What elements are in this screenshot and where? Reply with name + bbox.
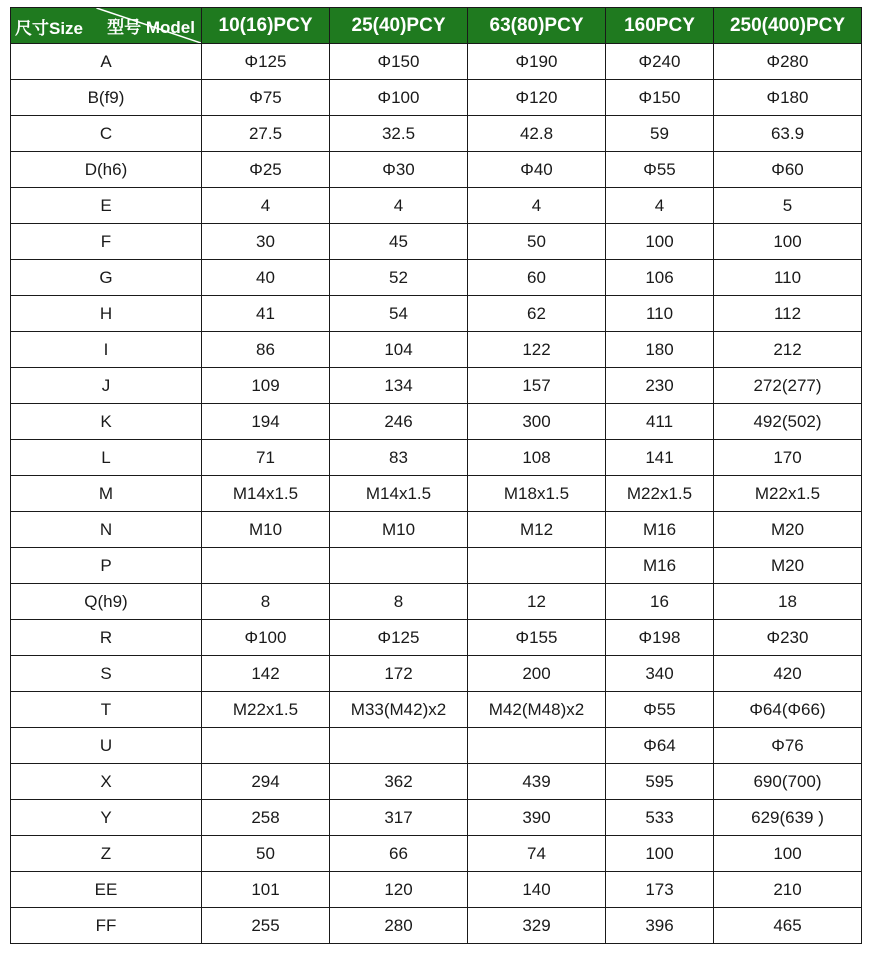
value-cell: M18x1.5 — [468, 476, 606, 512]
size-label-cell: Z — [11, 836, 202, 872]
size-label-cell: L — [11, 440, 202, 476]
value-cell: 340 — [606, 656, 714, 692]
size-label-cell: H — [11, 296, 202, 332]
corner-header-cell — [11, 8, 202, 44]
value-cell: M20 — [714, 512, 862, 548]
value-cell: 329 — [468, 908, 606, 944]
value-cell: 4 — [202, 188, 330, 224]
value-cell: 280 — [330, 908, 468, 944]
size-label-cell: Q(h9) — [11, 584, 202, 620]
table-row — [11, 296, 862, 332]
value-cell: 142 — [202, 656, 330, 692]
value-cell: 194 — [202, 404, 330, 440]
value-cell: 5 — [714, 188, 862, 224]
value-cell: M10 — [330, 512, 468, 548]
value-cell: 140 — [468, 872, 606, 908]
value-cell: Φ180 — [714, 80, 862, 116]
value-cell: 390 — [468, 800, 606, 836]
value-cell: M22x1.5 — [714, 476, 862, 512]
value-cell: 246 — [330, 404, 468, 440]
value-cell — [468, 548, 606, 584]
value-cell: 63.9 — [714, 116, 862, 152]
value-cell: 134 — [330, 368, 468, 404]
value-cell: Φ198 — [606, 620, 714, 656]
value-cell: 629(639 ) — [714, 800, 862, 836]
value-cell: 18 — [714, 584, 862, 620]
size-label-cell: J — [11, 368, 202, 404]
value-cell: 71 — [202, 440, 330, 476]
value-cell: Φ64 — [606, 728, 714, 764]
table-row — [11, 548, 862, 584]
table-row — [11, 116, 862, 152]
value-cell: M14x1.5 — [330, 476, 468, 512]
value-cell: 41 — [202, 296, 330, 332]
value-cell: Φ55 — [606, 152, 714, 188]
value-cell: 4 — [330, 188, 468, 224]
value-cell: Φ76 — [714, 728, 862, 764]
value-cell: 110 — [606, 296, 714, 332]
value-cell: 30 — [202, 224, 330, 260]
value-cell: 83 — [330, 440, 468, 476]
value-cell: Φ280 — [714, 44, 862, 80]
size-label-cell: K — [11, 404, 202, 440]
value-cell: 180 — [606, 332, 714, 368]
value-cell: 595 — [606, 764, 714, 800]
value-cell: Φ25 — [202, 152, 330, 188]
value-cell — [330, 728, 468, 764]
value-cell: Φ75 — [202, 80, 330, 116]
value-cell: 74 — [468, 836, 606, 872]
table-row — [11, 368, 862, 404]
table-row — [11, 332, 862, 368]
value-cell: Φ155 — [468, 620, 606, 656]
value-cell: M33(M42)x2 — [330, 692, 468, 728]
table-row — [11, 440, 862, 476]
value-cell: 157 — [468, 368, 606, 404]
value-cell: 230 — [606, 368, 714, 404]
value-cell: 255 — [202, 908, 330, 944]
table-row — [11, 800, 862, 836]
value-cell: Φ55 — [606, 692, 714, 728]
value-cell: M22x1.5 — [202, 692, 330, 728]
value-cell: 4 — [468, 188, 606, 224]
size-label-cell: U — [11, 728, 202, 764]
value-cell: 42.8 — [468, 116, 606, 152]
value-cell: M16 — [606, 548, 714, 584]
size-label-cell: FF — [11, 908, 202, 944]
value-cell: 4 — [606, 188, 714, 224]
value-cell: Φ190 — [468, 44, 606, 80]
value-cell: M22x1.5 — [606, 476, 714, 512]
value-cell: 690(700) — [714, 764, 862, 800]
size-label-cell: E — [11, 188, 202, 224]
table-row — [11, 692, 862, 728]
value-cell: M12 — [468, 512, 606, 548]
value-cell: 362 — [330, 764, 468, 800]
value-cell: 170 — [714, 440, 862, 476]
value-cell: 54 — [330, 296, 468, 332]
size-label-cell: I — [11, 332, 202, 368]
size-label-cell: EE — [11, 872, 202, 908]
size-label-cell: A — [11, 44, 202, 80]
value-cell: 66 — [330, 836, 468, 872]
table-row — [11, 512, 862, 548]
size-label-cell: S — [11, 656, 202, 692]
size-label-cell: R — [11, 620, 202, 656]
table-row — [11, 584, 862, 620]
value-cell: M16 — [606, 512, 714, 548]
value-cell: 141 — [606, 440, 714, 476]
value-cell: 32.5 — [330, 116, 468, 152]
value-cell: 439 — [468, 764, 606, 800]
table-row — [11, 260, 862, 296]
value-cell: 52 — [330, 260, 468, 296]
value-cell: 100 — [606, 224, 714, 260]
size-label-cell: M — [11, 476, 202, 512]
value-cell: 108 — [468, 440, 606, 476]
value-cell: Φ240 — [606, 44, 714, 80]
value-cell: 420 — [714, 656, 862, 692]
value-cell: 294 — [202, 764, 330, 800]
value-cell: 317 — [330, 800, 468, 836]
value-cell: 172 — [330, 656, 468, 692]
size-label-cell: F — [11, 224, 202, 260]
size-label-cell: D(h6) — [11, 152, 202, 188]
value-cell: Φ150 — [330, 44, 468, 80]
dimension-table — [10, 7, 862, 944]
size-label-cell: Y — [11, 800, 202, 836]
value-cell — [468, 728, 606, 764]
value-cell: 100 — [714, 836, 862, 872]
value-cell: 109 — [202, 368, 330, 404]
value-cell: 86 — [202, 332, 330, 368]
model-header-cell: 160PCY — [606, 8, 714, 44]
value-cell: 465 — [714, 908, 862, 944]
value-cell: 200 — [468, 656, 606, 692]
value-cell: 173 — [606, 872, 714, 908]
value-cell: 27.5 — [202, 116, 330, 152]
size-label-cell: G — [11, 260, 202, 296]
value-cell: 258 — [202, 800, 330, 836]
value-cell: M10 — [202, 512, 330, 548]
value-cell: 120 — [330, 872, 468, 908]
table-row — [11, 620, 862, 656]
value-cell: 101 — [202, 872, 330, 908]
value-cell: M20 — [714, 548, 862, 584]
value-cell: 100 — [714, 224, 862, 260]
table-row — [11, 728, 862, 764]
value-cell — [202, 548, 330, 584]
table-row — [11, 764, 862, 800]
value-cell: 50 — [468, 224, 606, 260]
table-row — [11, 152, 862, 188]
value-cell — [202, 728, 330, 764]
value-cell: Φ120 — [468, 80, 606, 116]
header-row — [11, 8, 862, 44]
size-label-cell: N — [11, 512, 202, 548]
value-cell: 396 — [606, 908, 714, 944]
value-cell: M42(M48)x2 — [468, 692, 606, 728]
value-cell: 8 — [330, 584, 468, 620]
size-label-cell: P — [11, 548, 202, 584]
value-cell: 62 — [468, 296, 606, 332]
value-cell: 411 — [606, 404, 714, 440]
value-cell: Φ125 — [330, 620, 468, 656]
table-row — [11, 656, 862, 692]
value-cell: 210 — [714, 872, 862, 908]
value-cell: 8 — [202, 584, 330, 620]
value-cell: Φ40 — [468, 152, 606, 188]
model-axis-label: 型号 Model — [107, 18, 195, 37]
value-cell: 300 — [468, 404, 606, 440]
value-cell: 16 — [606, 584, 714, 620]
value-cell: 272(277) — [714, 368, 862, 404]
value-cell: Φ64(Φ66) — [714, 692, 862, 728]
model-header-cell: 25(40)PCY — [330, 8, 468, 44]
value-cell: 122 — [468, 332, 606, 368]
table-row — [11, 908, 862, 944]
table-row — [11, 872, 862, 908]
value-cell: 60 — [468, 260, 606, 296]
size-label-cell: X — [11, 764, 202, 800]
table-row — [11, 476, 862, 512]
value-cell: 50 — [202, 836, 330, 872]
value-cell: 100 — [606, 836, 714, 872]
value-cell: 492(502) — [714, 404, 862, 440]
model-header-cell: 10(16)PCY — [202, 8, 330, 44]
size-axis-label: 尺寸Size — [15, 19, 84, 38]
size-label-cell: T — [11, 692, 202, 728]
value-cell — [330, 548, 468, 584]
value-cell: 212 — [714, 332, 862, 368]
value-cell: 104 — [330, 332, 468, 368]
table-body — [11, 44, 862, 944]
value-cell: Φ150 — [606, 80, 714, 116]
value-cell: 106 — [606, 260, 714, 296]
value-cell: 45 — [330, 224, 468, 260]
model-header-cell: 63(80)PCY — [468, 8, 606, 44]
table-row — [11, 80, 862, 116]
value-cell: M14x1.5 — [202, 476, 330, 512]
value-cell: 112 — [714, 296, 862, 332]
value-cell: Φ100 — [330, 80, 468, 116]
value-cell: Φ100 — [202, 620, 330, 656]
table-row — [11, 44, 862, 80]
table-row — [11, 188, 862, 224]
table-row — [11, 404, 862, 440]
value-cell: Φ125 — [202, 44, 330, 80]
size-label-cell: C — [11, 116, 202, 152]
value-cell: 40 — [202, 260, 330, 296]
size-label-cell: B(f9) — [11, 80, 202, 116]
value-cell: 59 — [606, 116, 714, 152]
value-cell: Φ230 — [714, 620, 862, 656]
model-header-cell: 250(400)PCY — [714, 8, 862, 44]
value-cell: 12 — [468, 584, 606, 620]
table-row — [11, 224, 862, 260]
table-row — [11, 836, 862, 872]
value-cell: Φ30 — [330, 152, 468, 188]
value-cell: 110 — [714, 260, 862, 296]
value-cell: Φ60 — [714, 152, 862, 188]
value-cell: 533 — [606, 800, 714, 836]
